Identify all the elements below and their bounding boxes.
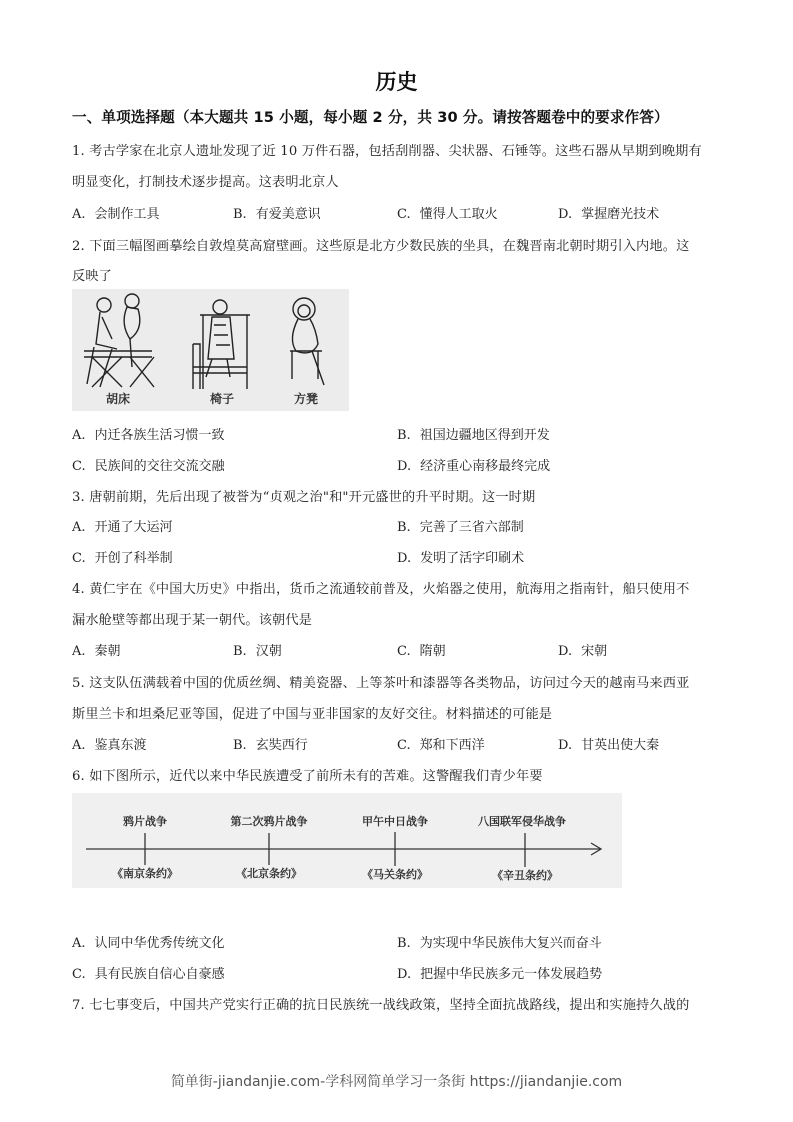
question-6-option-a [72,932,225,951]
option-text: 秦朝 [94,644,121,659]
seating-furniture-figure [72,289,349,411]
option-text: 汉朝 [255,644,282,659]
option-key: A. [72,936,86,951]
option-text: 懂得人工取火 [419,207,498,222]
question-1-option-b [233,203,321,222]
option-text: 经济重心南移最终完成 [420,459,551,474]
option-key: B. [233,644,247,659]
option-text: 郑和下西洋 [419,738,485,753]
option-key: B. [397,520,411,535]
question-4-option-b [233,640,282,659]
option-text: 把握中华民族多元一体发展趋势 [420,967,603,982]
timeline-treaty-nanjing: 《南京条约》 [112,867,178,880]
question-6-option-b [397,932,602,951]
option-key: D. [397,551,412,566]
question-2-stem-line-2: 反映了 [72,269,113,284]
option-text: 发明了活字印刷术 [420,551,525,566]
question-1-option-c [397,203,498,222]
question-6-option-d [397,963,602,982]
question-3-stem-line-1: 3. 唐朝前期，先后出现了被誉为“贞观之治"和"开元盛世的升平时期。这一时期 [72,490,536,505]
question-1-stem-line-2: 明显变化，打制技术逐步提高。这表明北京人 [72,175,339,190]
option-key: B. [233,738,247,753]
option-key: B. [233,207,247,222]
option-key: B. [397,428,411,443]
option-text: 民族间的交往交流交融 [94,459,225,474]
question-6-stem-line-1: 6. 如下图所示，近代以来中华民族遭受了前所未有的苦难。这警醒我们青少年要 [72,769,543,784]
question-4-stem-line-2: 漏水舱壁等都出现于某一朝代。该朝代是 [72,613,313,628]
timeline-event-sino-japanese-war: 甲午中日战争 [362,815,428,828]
question-3-option-b [397,516,524,535]
question-6-option-c [72,963,225,982]
figure-caption-stool: 方凳 [293,392,319,406]
question-4-option-c [397,640,446,659]
figure-caption-chair: 椅子 [209,392,235,406]
option-key: A. [72,207,86,222]
question-3-option-c [72,547,173,566]
question-2-option-b [397,424,550,443]
option-text: 甘英出使大秦 [581,738,660,753]
question-5-option-d [558,734,659,753]
timeline-treaty-shimonoseki: 《马关条约》 [362,868,428,881]
option-text: 开创了科举制 [94,551,173,566]
question-1-stem-line-1: 1. 考古学家在北京人遗址发现了近 10 万件石器，包括刮削器、尖状器、石锤等。这些石器从早期到晚期有 [72,144,702,159]
option-key: B. [397,936,411,951]
option-key: A. [72,644,86,659]
question-3-option-a [72,516,173,535]
question-5-option-a [72,734,147,753]
option-text: 掌握磨光技术 [581,207,660,222]
option-text: 完善了三省六部制 [419,520,524,535]
option-key: C. [397,207,411,222]
question-5-stem-line-1: 5. 这支队伍满载着中国的优质丝绸、精美瓷器、上等茶叶和漆器等各类物品，访问过今天的越南马来西亚 [72,676,690,691]
option-key: D. [397,967,412,982]
question-4-option-a [72,640,121,659]
option-key: D. [558,644,573,659]
option-text: 具有民族自信心自豪感 [94,967,225,982]
timeline-event-second-opium-war: 第二次鸦片战争 [230,815,308,828]
option-text: 鉴真东渡 [94,738,147,753]
timeline-figure [72,793,622,888]
option-text: 会制作工具 [94,207,160,222]
question-5-stem-line-2: 斯里兰卡和坦桑尼亚等国，促进了中国与亚非国家的友好交往。材料描述的可能是 [72,707,553,722]
option-key: C. [72,459,86,474]
question-5-option-c [397,734,485,753]
option-key: A. [72,428,86,443]
question-1-option-d [558,203,659,222]
question-1-option-a [72,203,160,222]
timeline-treaty-beijing: 《北京条约》 [236,867,302,880]
question-2-option-c [72,455,225,474]
option-text: 有爱美意识 [255,207,321,222]
page-title: 历史 [375,70,418,94]
figure-caption-hu-chuang: 胡床 [105,392,131,406]
option-key: C. [397,738,411,753]
timeline-event-eight-nation-war: 八国联军侵华战争 [478,815,566,828]
option-text: 玄奘西行 [255,738,308,753]
option-text: 祖国边疆地区得到开发 [419,428,550,443]
question-2-option-d [397,455,550,474]
question-5-option-b [233,734,308,753]
option-key: A. [72,520,86,535]
question-4-stem-line-1: 4. 黄仁宇在《中国大历史》中指出，货币之流通较前普及，火焰器之使用，航海用之指南针，船只使用不 [72,582,690,597]
option-key: D. [397,459,412,474]
option-key: D. [558,738,573,753]
question-2-stem-line-1: 2. 下面三幅图画摹绘自敦煌莫高窟壁画。这些原是北方少数民族的坐具，在魏晋南北朝时期引入内地。这 [72,239,690,254]
question-3-option-d [397,547,524,566]
option-key: C. [72,967,86,982]
option-key: A. [72,738,86,753]
option-key: C. [72,551,86,566]
section-heading: 一、单项选择题（本大题共 15 小题，每小题 2 分，共 30 分。请按答题卷中的要求作答） [72,109,669,126]
option-text: 认同中华优秀传统文化 [94,936,225,951]
option-text: 为实现中华民族伟大复兴而奋斗 [419,936,602,951]
question-2-option-a [72,424,225,443]
option-text: 隋朝 [419,644,446,659]
page-footer: 简单街-jiandanjie.com-学科网简单学习一条街 https://jiandanjie.com [170,1074,623,1090]
option-key: D. [558,207,573,222]
question-7-stem-line-1: 7. 七七事变后，中国共产党实行正确的抗日民族统一战线政策，坚持全面抗战路线，提出和实施持久战的 [72,998,690,1013]
timeline-event-opium-war: 鸦片战争 [123,815,167,828]
option-key: C. [397,644,411,659]
question-4-option-d [558,640,607,659]
option-text: 宋朝 [581,644,608,659]
option-text: 内迁各族生活习惯一致 [94,428,225,443]
timeline-treaty-boxer: 《辛丑条约》 [492,869,558,882]
option-text: 开通了大运河 [94,520,173,535]
